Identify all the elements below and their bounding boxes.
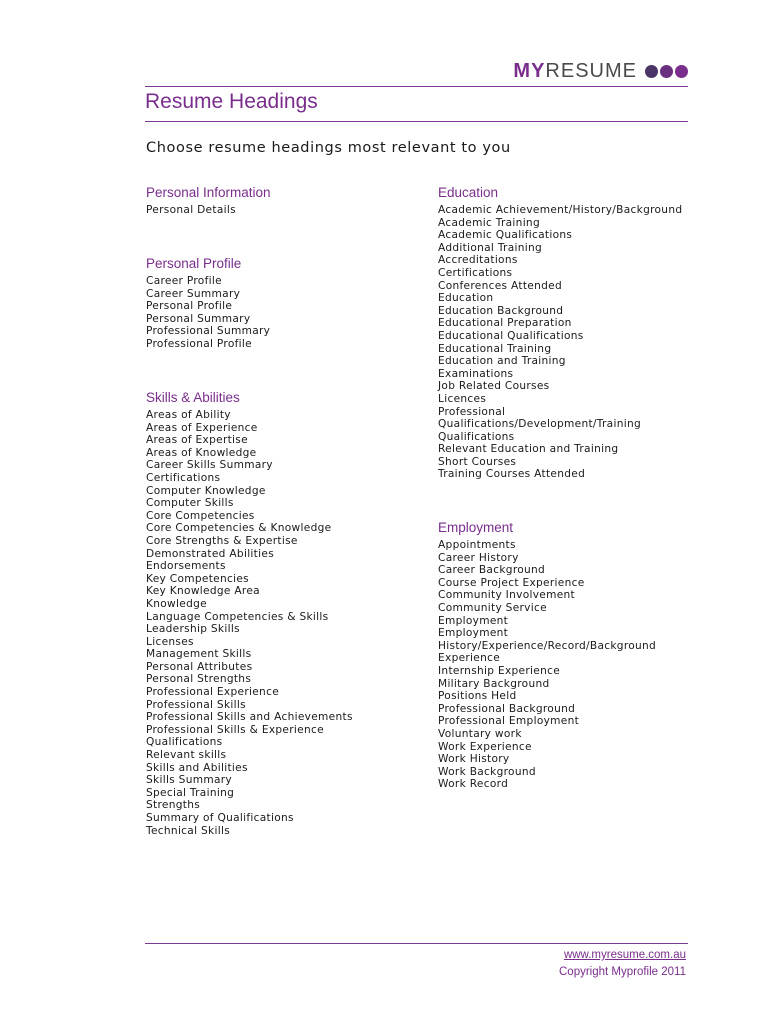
heading-item: Personal Details [146,204,236,216]
heading-item: Key Competencies [146,572,250,585]
section-heading: Personal Information [146,185,271,200]
heading-item: Employment [438,614,509,627]
heading-item: Knowledge [146,597,207,610]
heading-item: Areas of Expertise [146,434,248,447]
heading-item: Professional Skills & Experience [146,723,324,736]
heading-item: Academic Training [438,216,540,229]
heading-item: Professional Skills and Achievements [146,711,353,724]
heading-item: Career Background [438,564,546,577]
heading-item: Qualifications/Development/Training [438,418,641,431]
section-heading: Skills & Abilities [146,390,240,405]
heading-item: Educational Training [438,342,552,355]
heading-item: Career History [438,551,519,564]
heading-item: Qualifications [438,430,515,443]
footer-copyright: Copyright Myprofile 2011 [559,966,686,978]
heading-item: Work Experience [438,740,532,753]
heading-item: Additional Training [438,241,543,254]
logo-dot [645,65,658,78]
heading-item: Military Background [438,677,550,690]
heading-item: Core Competencies & Knowledge [146,522,332,535]
heading-item: Leadership Skills [146,623,240,636]
heading-item: Career Skills Summary [146,459,273,472]
heading-item: Skills Summary [146,774,232,787]
heading-item: Educational Preparation [438,317,572,330]
section-skills-abilities [146,390,426,837]
heading-item: Personal Summary [146,312,251,325]
heading-item: Endorsements [146,560,226,573]
heading-item: Licences [438,392,487,405]
heading-item: Employment [438,627,509,640]
heading-item: Core Competencies [146,509,255,522]
heading-item: Summary of Qualifications [146,812,294,824]
heading-item: Certifications [438,266,513,279]
heading-item: Experience [438,652,501,665]
heading-item: Short Courses [438,455,517,468]
section-education [438,185,718,481]
heading-item: Technical Skills [146,824,231,837]
heading-item: Professional Background [438,702,576,715]
heading-item: Core Strengths & Expertise [146,534,298,547]
heading-item: Key Knowledge Area [146,585,260,598]
heading-item: Relevant skills [146,749,227,762]
heading-item: Professional Summary [146,325,271,338]
page-subtitle: Choose resume headings most relevant to you [146,140,511,156]
heading-item: Work Background [438,765,536,778]
heading-item: Community Involvement [438,589,576,602]
footer-website-link[interactable]: www.myresume.com.au [563,949,686,961]
logo-dot [660,65,673,78]
heading-item: Career Profile [146,275,222,287]
heading-item: Work History [438,753,510,766]
heading-item: Skills and Abilities [146,761,248,774]
heading-list [146,204,426,217]
heading-item: Internship Experience [438,664,561,677]
heading-item: Examinations [438,367,514,380]
heading-item: Voluntary work [438,727,522,740]
heading-item: Areas of Experience [146,421,258,434]
heading-item: Work Record [438,778,509,791]
heading-item: Academic Qualifications [438,229,573,242]
heading-item: Professional Skills [146,698,246,711]
heading-item: Accreditations [438,254,518,267]
heading-item: Community Service [438,601,547,614]
heading-list [438,539,718,791]
heading-item: Computer Skills [146,497,234,510]
heading-item: Qualifications [146,736,223,749]
heading-item: Education Background [438,304,564,317]
heading-item: Education and Training [438,355,566,368]
heading-item: Career Summary [146,287,241,300]
heading-item: Positions Held [438,690,517,703]
heading-item: Personal Profile [146,300,233,313]
heading-list [438,204,718,481]
heading-item: Demonstrated Abilities [146,547,275,560]
section-employment [438,520,718,791]
heading-item: Areas of Knowledge [146,446,257,459]
heading-item: Personal Strengths [146,673,252,686]
heading-item: Educational Qualifications [438,329,584,342]
section-heading: Education [438,185,499,200]
section-heading: Personal Profile [146,256,242,271]
heading-item: Management Skills [146,648,252,661]
section-personal-information [146,185,426,217]
heading-item: Conferences Attended [438,279,562,292]
page-title: Resume Headings [145,90,318,113]
heading-item: Certifications [146,471,221,484]
footer-rule [145,943,688,944]
heading-item: Licenses [146,635,194,648]
heading-item: Professional Profile [146,337,252,350]
heading-item: Job Related Courses [438,380,550,393]
heading-item: Strengths [146,799,201,812]
heading-item: Relevant Education and Training [438,443,619,456]
heading-item: Language Competencies & Skills [146,610,329,623]
header-rule-bottom [145,121,688,122]
heading-item: Areas of Ability [146,409,231,421]
heading-item: Computer Knowledge [146,484,266,497]
logo-dots [643,65,688,78]
section-personal-profile [146,256,426,351]
heading-list [146,275,426,351]
heading-item: History/Experience/Record/Background [438,639,657,652]
section-heading: Employment [438,520,514,535]
heading-item: Education [438,292,494,305]
heading-item: Professional [438,405,506,418]
heading-item: Personal Attributes [146,660,253,673]
heading-item: Appointments [438,539,516,551]
heading-list [146,409,426,837]
heading-item: Professional Employment [438,715,580,728]
heading-item: Academic Achievement/History/Background [438,204,683,216]
heading-item: Special Training [146,786,235,799]
header-rule-top [145,86,688,87]
heading-item: Course Project Experience [438,576,585,589]
logo-dot [675,65,688,78]
heading-item: Training Courses Attended [438,468,586,481]
logo-wordmark: MYRESUME [513,60,637,82]
brand-logo [513,60,688,83]
heading-item: Professional Experience [146,686,280,699]
